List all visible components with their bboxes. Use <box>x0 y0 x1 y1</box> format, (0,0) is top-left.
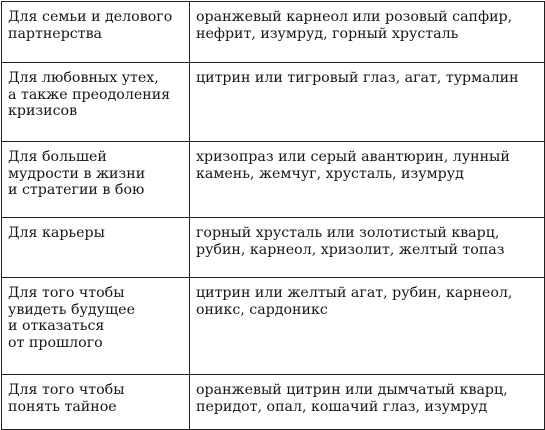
stones-cell: цитрин или желтый агат, рубин, карнеол, оникс, сардоникс <box>190 278 545 375</box>
stones-cell: хризопраз или серый авантюрин, лунный камень, жемчуг, хрусталь, изумруд <box>190 142 545 218</box>
table-row <box>2 278 545 375</box>
purpose-cell: Для того чтобы понять тайное <box>2 375 190 430</box>
gemstone-purpose-table <box>1 1 545 430</box>
table-row <box>2 218 545 278</box>
purpose-cell: Для любовных утех, а также преодоления кризисов <box>2 63 190 142</box>
table-body <box>2 2 545 430</box>
table-row <box>2 63 545 142</box>
stones-cell: оранжевый карнеол или розовый сапфир, нефрит, изумруд, горный хрусталь <box>190 2 545 63</box>
table-row <box>2 2 545 63</box>
purpose-cell: Для того чтобы увидеть будущее и отказаться от прошлого <box>2 278 190 375</box>
table-row <box>2 375 545 430</box>
purpose-cell: Для карьеры <box>2 218 190 278</box>
table-row <box>2 142 545 218</box>
stones-cell: цитрин или тигровый глаз, агат, турмалин <box>190 63 545 142</box>
purpose-cell: Для семьи и делового партнерства <box>2 2 190 63</box>
stones-cell: горный хрусталь или золотистый кварц, рубин, карнеол, хризолит, желтый топаз <box>190 218 545 278</box>
purpose-cell: Для большей мудрости в жизни и стратегии в бою <box>2 142 190 218</box>
stones-cell: оранжевый цитрин или дымчатый кварц, перидот, опал, кошачий глаз, изумруд <box>190 375 545 430</box>
